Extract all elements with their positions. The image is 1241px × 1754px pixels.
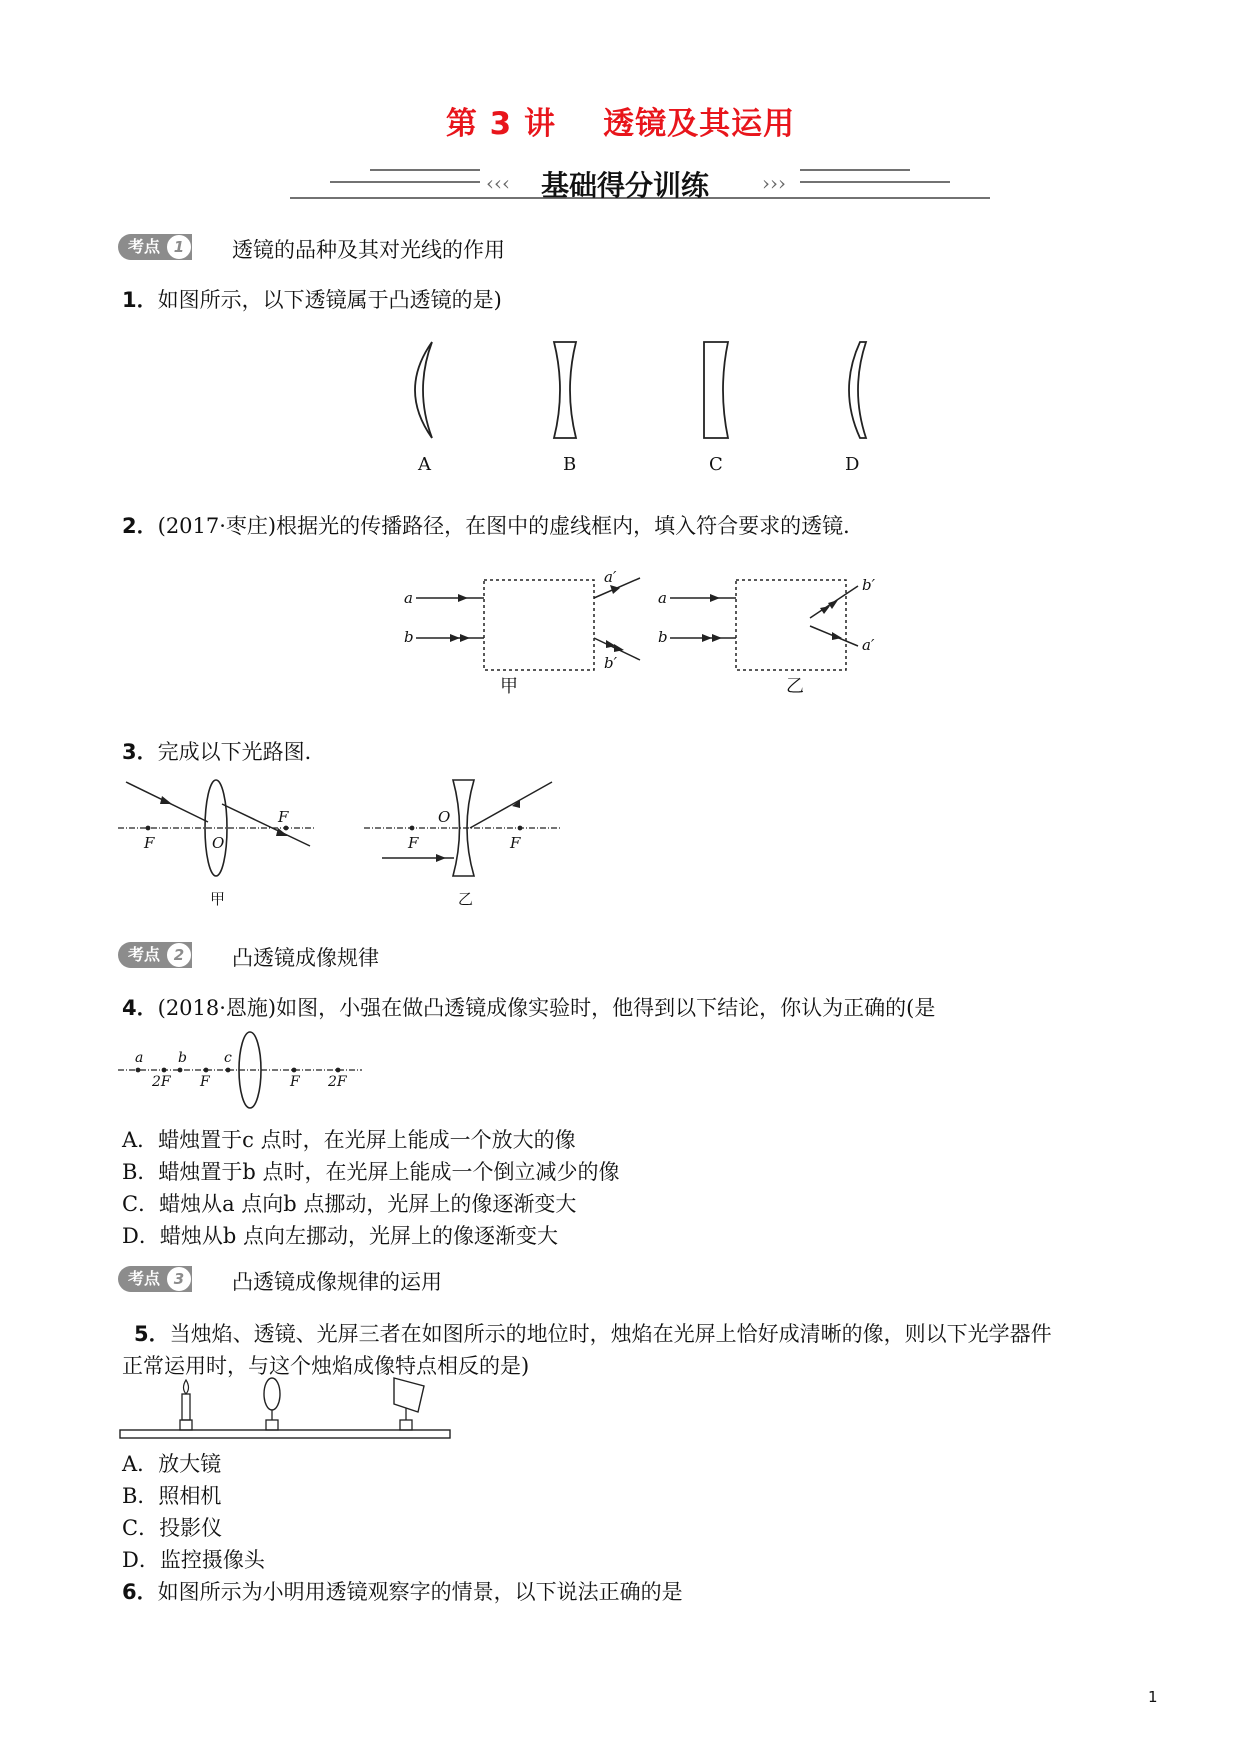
badge-number: 2 [166,942,192,968]
badge-label: 考点 [128,945,161,964]
section-title-2: 凸透镜成像规律 [232,946,379,970]
q2-fig2-b-in: b [658,628,668,646]
q4-2f-left: 2F [152,1074,171,1090]
question-text: (2018·恩施)如图，小强在做凸透镜成像实验时，他得到以下结论，你认为正确的(是 [157,996,936,1020]
badge-number: 1 [166,234,192,260]
q3-optics-figure [110,770,570,880]
question-2 [122,510,864,540]
question-number: 1． [122,288,158,312]
question-text: 如图所示，以下透镜属于凸透镜的是) [157,288,502,312]
q2-fig2-a-out: a′ [862,636,875,654]
q4-point-a: a [135,1050,144,1066]
question-4 [122,992,935,1022]
question-number: 4． [122,996,158,1020]
q4-axis-figure [116,1028,366,1112]
q2-fig1-a-out: a′ [604,568,617,586]
question-6 [122,1576,683,1606]
q2-fig2-caption: 乙 [786,676,804,697]
question-3 [122,736,326,766]
lens-label-a: A [418,454,431,475]
question-number: 6． [122,1580,158,1604]
q3-fig1-f-left: F [144,834,155,852]
question-number: 3． [122,740,158,764]
q3-fig2-f-left: F [408,834,419,852]
question-text: 当烛焰、透镜、光屏三者在如图所示的地位时，烛焰在光屏上恰好成清晰的像，则以下光学器件 [169,1322,1052,1346]
q2-fig1-a-in: a [404,589,413,607]
q5-option-a: A．放大镜 [122,1452,222,1476]
section-badge-2 [118,942,192,968]
q4-2f-right: 2F [328,1074,347,1090]
q3-fig1-o: O [212,834,225,852]
svg-text:›››: ››› [762,171,786,195]
section-title-3: 凸透镜成像规律的运用 [232,1270,442,1294]
q3-fig2-caption: 乙 [458,890,474,908]
question-text: (2017·枣庄)根据光的传播路径，在图中的虚线框内，填入符合要求的透镜． [157,514,865,538]
badge-label: 考点 [128,1269,161,1288]
section-title-1: 透镜的品种及其对光线的作用 [232,238,505,262]
question-number: 2． [122,514,158,538]
q2-ray-figure [400,568,880,698]
q2-fig2-b-out: b′ [862,576,876,594]
q4-option-a: A．蜡烛置于c 点时，在光屏上能成一个放大的像 [122,1128,576,1152]
q4-option-b: B．蜡烛置于b 点时，在光屏上能成一个倒立减少的像 [122,1160,620,1184]
q2-fig2-a-in: a [658,589,667,607]
svg-text:‹‹‹: ‹‹‹ [486,171,510,195]
page-number: 1 [1148,1688,1158,1706]
q4-f-right: F [290,1074,300,1090]
q3-fig1-f-right: F [278,808,289,826]
q4-f-left: F [200,1074,210,1090]
question-1 [122,284,502,314]
q2-fig1-b-out: b′ [604,654,618,672]
section-badge-1 [118,234,192,260]
question-text: 完成以下光路图． [157,740,326,764]
q5-option-b: B．照相机 [122,1484,222,1508]
lens-label-d: D [845,454,860,475]
banner-title: 基础得分训练 [540,169,709,202]
q4-option-c: C．蜡烛从a 点向b 点挪动，光屏上的像逐渐变大 [122,1192,577,1216]
q5-option-c: C．投影仪 [122,1516,223,1540]
section-badge-3 [118,1266,192,1292]
q5-optical-bench [118,1376,452,1446]
q5-option-d: D．监控摄像头 [122,1548,265,1572]
lens-label-c: C [709,454,723,475]
q3-fig1-caption: 甲 [210,890,226,908]
q4-option-d: D．蜡烛从b 点向左挪动，光屏上的像逐渐变大 [122,1224,558,1248]
q4-point-b: b [178,1050,187,1066]
badge-label: 考点 [128,237,161,256]
q1-lens-figure [380,338,900,442]
question-5-line1 [134,1318,1052,1348]
badge-number: 3 [166,1266,192,1292]
page-title: 第 3 讲 透镜及其运用 [445,106,796,142]
question-5-line2: 正常运用时，与这个烛焰成像特点相反的是) [122,1354,530,1378]
q2-fig1-b-in: b [404,628,414,646]
lens-label-b: B [563,454,577,475]
q4-point-c: c [224,1050,232,1066]
q2-fig1-caption: 甲 [500,676,518,697]
q3-fig2-o: O [438,808,451,826]
question-text: 如图所示为小明用透镜观察字的情景，以下说法正确的是 [157,1580,683,1604]
question-number: 5． [134,1322,170,1346]
q3-fig2-f-right: F [510,834,521,852]
